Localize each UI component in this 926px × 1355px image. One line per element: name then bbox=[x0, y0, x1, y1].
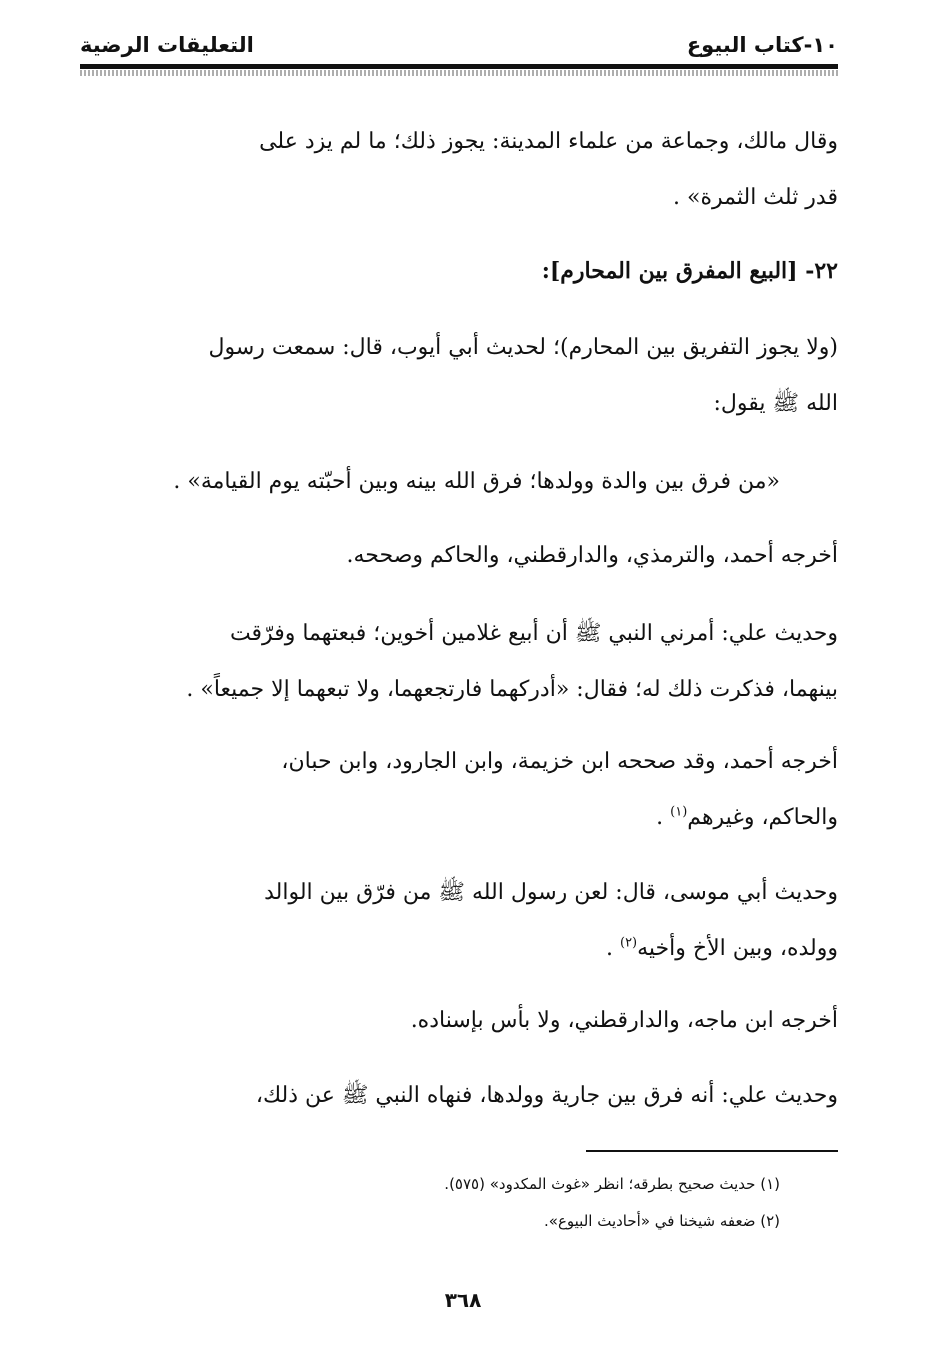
text-line: بينهما، فذكرت ذلك له؛ فقال: «أدركهما فارتجعهما، ولا تبعهما إلا جميعاً» . bbox=[186, 677, 838, 702]
book-title: التعليقات الرضية bbox=[80, 33, 254, 57]
page-number: ٣٦٨ bbox=[444, 1288, 482, 1312]
footnote-ref-1: (١) bbox=[670, 804, 688, 820]
running-header bbox=[80, 28, 838, 62]
text-line bbox=[80, 921, 838, 977]
footnote-ref-2: (٢) bbox=[619, 935, 638, 951]
paragraph-malik bbox=[80, 114, 838, 226]
text-fragment: . bbox=[605, 936, 620, 961]
footnote-2: (٢) ضعفه شيخنا في «أحاديث البيوع». bbox=[544, 1212, 780, 1230]
paragraph-ali-1 bbox=[80, 606, 838, 718]
text-line: وحديث علي: أنه فرق بين جارية وولدها، فنهاه النبي ﷺ عن ذلك، bbox=[255, 1083, 838, 1108]
takhrij-1 bbox=[80, 528, 838, 584]
text-line: وحديث علي: أمرني النبي ﷺ أن أبيع غلامين أخوين؛ فبعتهما وفرّقت bbox=[229, 621, 838, 646]
takhrij-3 bbox=[80, 993, 838, 1049]
text-line: الله ﷺ يقول: bbox=[713, 391, 838, 416]
chapter-title: ١٠-كتاب البيوع bbox=[686, 33, 838, 57]
paragraph-abi-musa bbox=[80, 865, 838, 977]
text-fragment: وولده، وبين الأخ وأخيه bbox=[637, 936, 838, 961]
text-line: «من فرق بين والدة وولدها؛ فرق الله بينه وبين أحبّته يوم القيامة» . bbox=[173, 469, 780, 494]
text-line: أخرجه أحمد، وقد صححه ابن خزيمة، وابن الجارود، وابن حبان، bbox=[281, 749, 838, 774]
text-line: أخرجه ابن ماجه، والدارقطني، ولا بأس بإسناده. bbox=[410, 1008, 838, 1033]
heading-line: ٢٢- [البيع المفرق بين المحارم]: bbox=[541, 258, 838, 284]
text-line: وقال مالك، وجماعة من علماء المدينة: يجوز ذلك؛ ما لم يزد على bbox=[259, 129, 838, 154]
text-fragment: والحاكم، وغيرهم bbox=[687, 805, 838, 830]
footnote-separator bbox=[586, 1150, 838, 1152]
text-line bbox=[80, 790, 838, 846]
text-line: وحديث أبي موسى، قال: لعن رسول الله ﷺ من فرّق بين الوالد bbox=[264, 880, 838, 905]
footnote-1: (١) حديث صحيح بطرقه؛ انظر «غوث المكدود» (٥٧٥). bbox=[444, 1175, 780, 1193]
text-line: قدر ثلث الثمرة» . bbox=[673, 185, 838, 210]
text-line: أخرجه أحمد، والترمذي، والدارقطني، والحاكم وصححه. bbox=[346, 543, 838, 568]
header-dotted-rule bbox=[80, 70, 838, 76]
text-fragment: . bbox=[656, 805, 671, 830]
paragraph-ali-2 bbox=[80, 1068, 838, 1124]
footnotes bbox=[80, 1166, 780, 1240]
paragraph-abi-ayyub bbox=[80, 320, 838, 432]
hadith-quote bbox=[80, 454, 838, 510]
text-line: (ولا يجوز التفريق بين المحارم)؛ لحديث أبي أيوب، قال: سمعت رسول bbox=[208, 335, 838, 360]
takhrij-2 bbox=[80, 734, 838, 846]
section-heading bbox=[80, 243, 838, 299]
header-rule bbox=[80, 64, 838, 69]
